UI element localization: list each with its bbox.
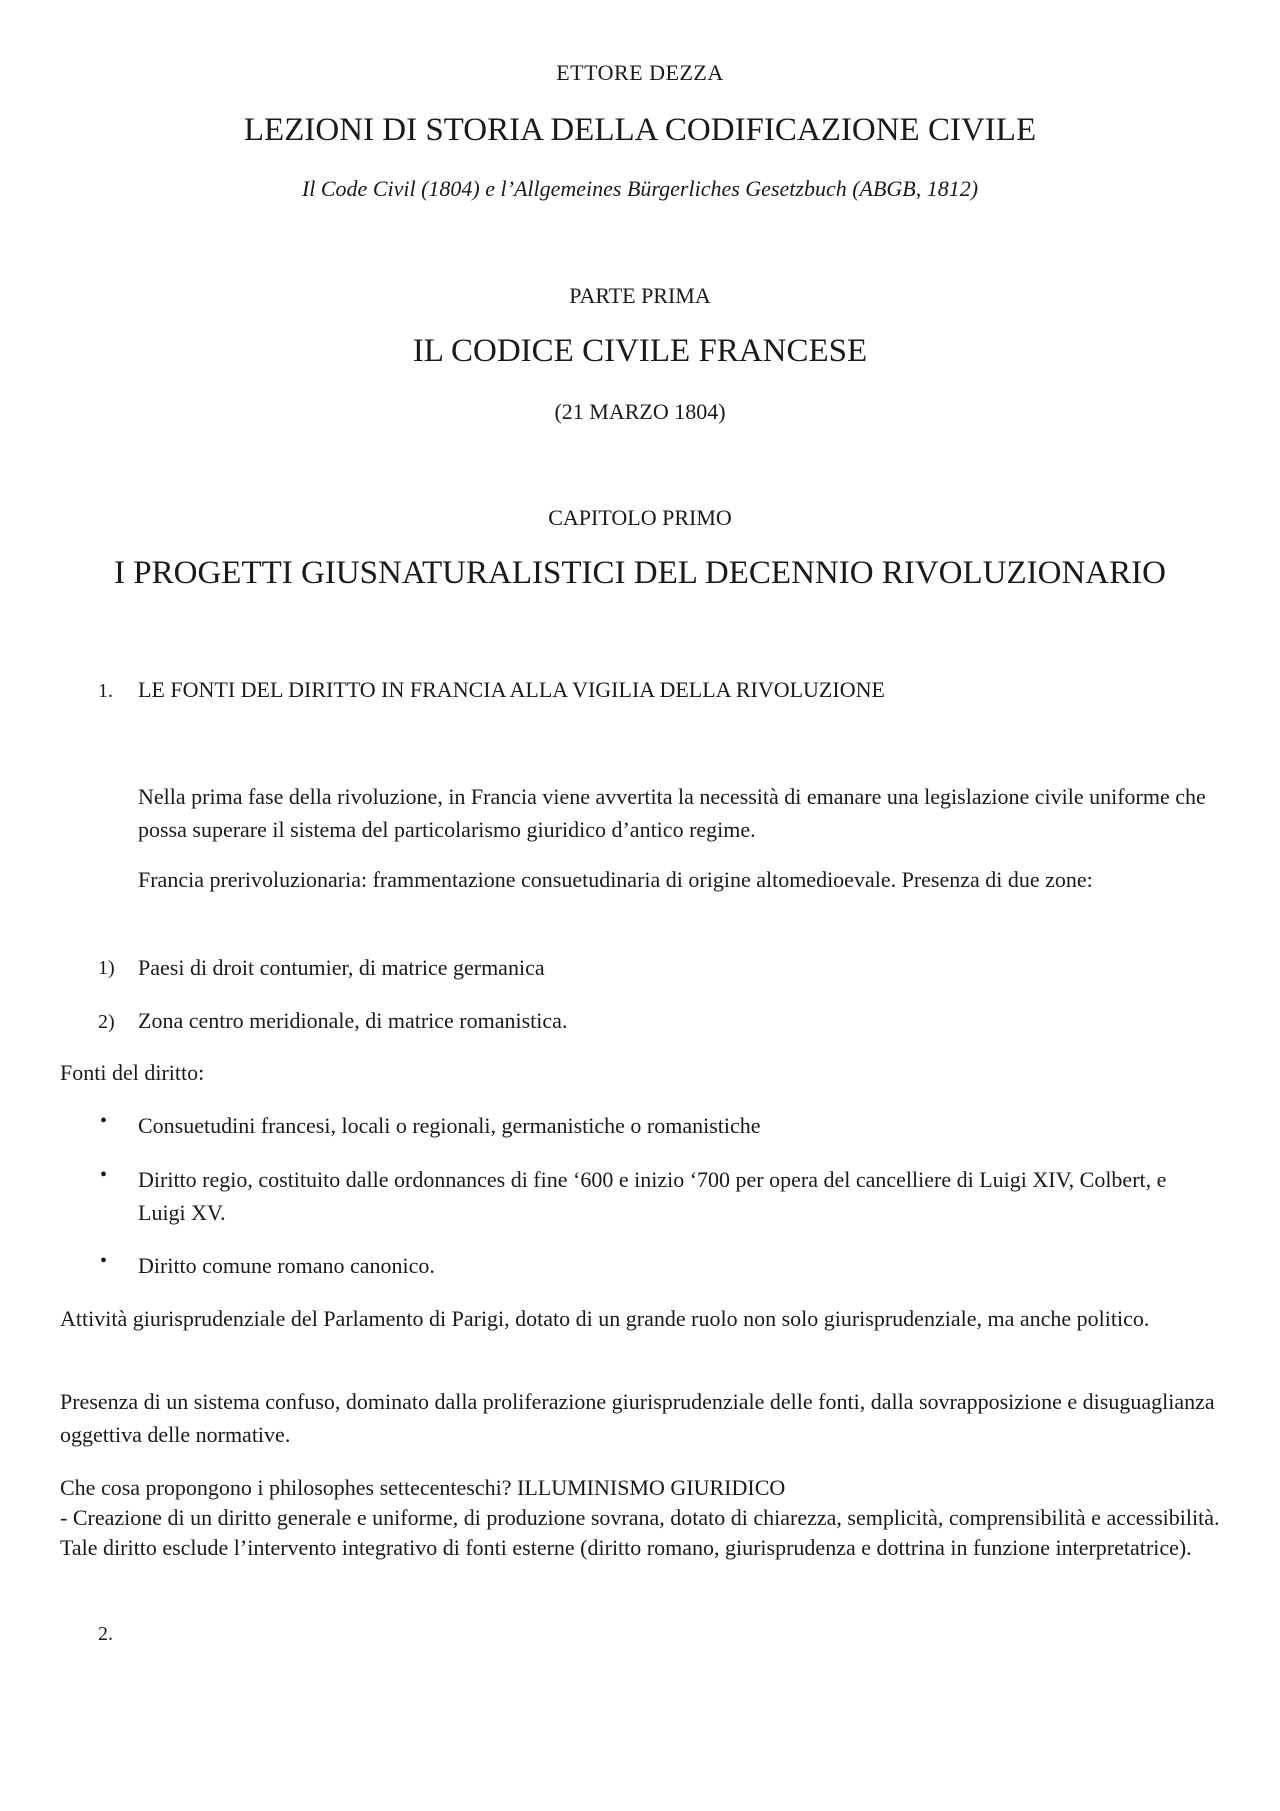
- list-item: Paesi di droit contumier, di matrice germanica: [138, 955, 545, 980]
- part-label: PARTE PRIMA: [569, 283, 711, 308]
- section-number: 2.: [98, 1623, 113, 1645]
- bullet-marker: •: [100, 1250, 108, 1272]
- part-title: IL CODICE CIVILE FRANCESE: [412, 333, 868, 369]
- paragraph: Francia prerivoluzionaria: frammentazione consuetudinaria di origine altomedioevale. Presenza di due zone:: [138, 867, 1093, 892]
- list-item: Diritto comune romano canonico.: [138, 1253, 435, 1278]
- section-heading: LE FONTI DEL DIRITTO IN FRANCIA ALLA VIGILIA DELLA RIVOLUZIONE: [138, 677, 885, 702]
- sources-label: Fonti del diritto:: [60, 1060, 205, 1085]
- chapter-title: I PROGETTI GIUSNATURALISTICI DEL DECENNIO RIVOLUZIONARIO: [114, 555, 1166, 591]
- list-item: Consuetudini francesi, locali o regionali, germanistiche o romanistiche: [138, 1113, 761, 1138]
- bullet-marker: •: [100, 1110, 108, 1132]
- list-item: Zona centro meridionale, di matrice romanistica.: [138, 1008, 568, 1033]
- paragraph: Presenza di un sistema confuso, dominato dalla proliferazione giurisprudenziale delle fonti, dalla sovrapposizione e disuguaglianza oggettiva delle normative.: [60, 1389, 1215, 1447]
- author-name: ETTORE DEZZA: [556, 60, 724, 85]
- bullet-marker: •: [100, 1164, 108, 1186]
- book-subtitle: Il Code Civil (1804) e l’Allgemeines Bürgerliches Gesetzbuch (ABGB, 1812): [301, 176, 979, 201]
- list-marker: 1): [98, 957, 115, 979]
- section-number: 1.: [98, 680, 113, 702]
- chapter-label: CAPITOLO PRIMO: [548, 505, 732, 530]
- book-title: LEZIONI DI STORIA DELLA CODIFICAZIONE CIVILE: [243, 112, 1037, 148]
- paragraph: - Creazione di un diritto generale e uniforme, di produzione sovrana, dotato di chiarezza, semplicità, comprensibilità e accessibilità. Tale diritto esclude l’intervento integrativo di fonti esterne (diritto romano, giurisprudenza e dottrina in funzione interpretatrice).: [60, 1505, 1220, 1560]
- paragraph: Nella prima fase della rivoluzione, in Francia viene avvertita la necessità di emanare una legislazione civile uniforme che possa superare il sistema del particolarismo giuridico d’antico regime.: [138, 784, 1206, 842]
- list-marker: 2): [98, 1011, 115, 1033]
- part-date: (21 MARZO 1804): [554, 399, 726, 424]
- paragraph: Attività giurisprudenziale del Parlamento di Parigi, dotato di un grande ruolo non solo giurisprudenziale, ma anche politico.: [60, 1306, 1150, 1331]
- paragraph-heading: Che cosa propongono i philosophes settecenteschi? ILLUMINISMO GIURIDICO: [60, 1475, 786, 1500]
- list-item: Diritto regio, costituito dalle ordonnances di fine ‘600 e inizio ‘700 per opera del cancelliere di Luigi XIV, Colbert, e Luigi XV.: [138, 1167, 1167, 1225]
